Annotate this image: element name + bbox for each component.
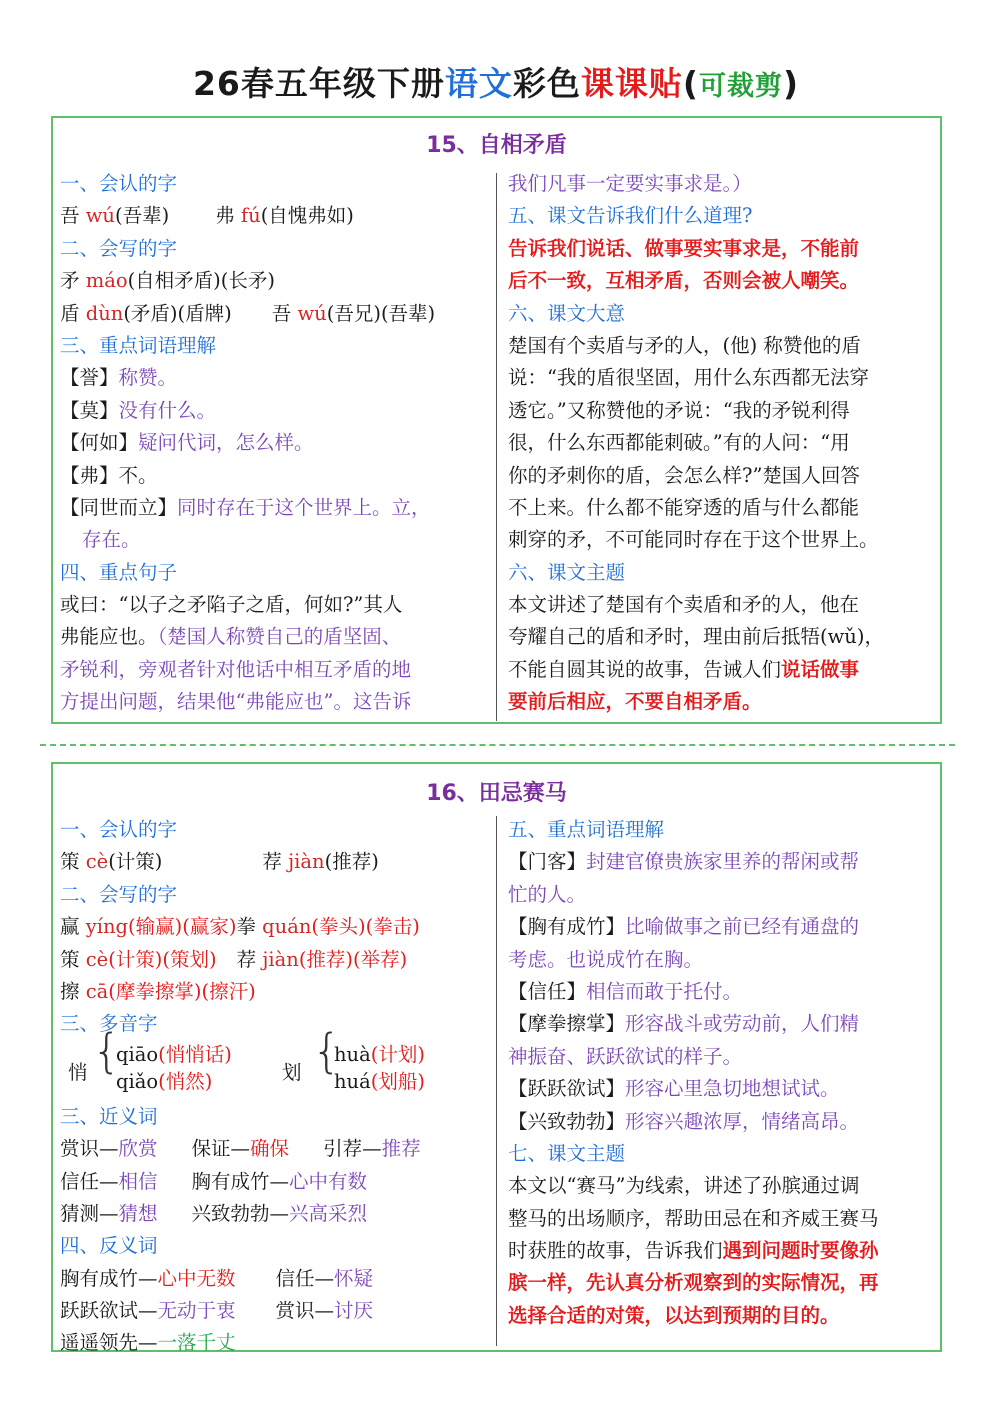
- char-row: 盾 dùn(矛盾)(盾牌) 吾 wú(吾兄)(吾辈): [60, 301, 436, 325]
- term-row: 【誉】称赞。: [60, 366, 178, 390]
- section-heading: 五、重点词语理解: [508, 818, 665, 841]
- lesson-line: 后不一致，互相矛盾，否则会被人嘲笑。: [508, 269, 860, 293]
- char-row: 赢 yíng(输赢)(赢家)拳 quán(拳头)(拳击): [60, 915, 420, 939]
- synonym-row: 赏识—欣赏 保证—确保 引荐—推荐: [60, 1137, 421, 1161]
- pinyin: máo: [85, 269, 128, 293]
- term-row: 【何如】疑问代词，怎么样。: [60, 431, 314, 455]
- summary-line: 很，什么东西都能刺破。”有的人问：“用: [508, 431, 850, 455]
- section-heading: 二、会写的字: [60, 882, 178, 906]
- theme-line: 本文以“赛马”为线索，讲述了孙膑通过调: [508, 1174, 860, 1198]
- section-heading: 二、会写的字: [60, 236, 178, 260]
- section-heading: 五、课文告诉我们什么道理?: [508, 204, 753, 228]
- lesson16-card: [51, 762, 942, 1355]
- theme-line: 不能自圆其说的故事，告诫人们说话做事: [508, 657, 860, 681]
- theme-line: 整马的出场顺序，帮助田忌在和齐威王赛马: [508, 1206, 879, 1230]
- section-heading: 四、重点句子: [60, 560, 178, 584]
- polyphone-block: 悄 { qiāo(悄悄话) qiǎo(悄然) 划 { huà(计划) huá(划船): [68, 1023, 425, 1093]
- antonym-row: 跃跃欲试—无动于衷 赏识—讨厌: [60, 1299, 374, 1323]
- term-row: 【胸有成竹】比喻做事之前已经有通盘的: [508, 915, 860, 939]
- pinyin: cè: [85, 947, 109, 971]
- term-row-cont: 考虑。也说成竹在胸。: [508, 947, 704, 971]
- page-title: [0, 58, 992, 105]
- antonym-row: 胸有成竹—心中无数 信任—怀疑: [60, 1266, 374, 1290]
- pinyin: wú: [85, 204, 115, 228]
- pinyin: wú: [297, 301, 327, 325]
- pinyin: jiàn: [262, 947, 299, 971]
- lesson15-right-column: [508, 168, 884, 719]
- pinyin: cā: [85, 979, 109, 1003]
- section-heading: 六、课文主题: [508, 560, 626, 584]
- brace-icon: {: [312, 1023, 342, 1078]
- lesson16-left-column: [60, 814, 425, 1360]
- summary-line: 刺穿的矛，不可能同时存在于这个世界上。: [508, 528, 879, 552]
- antonym-row: 遥遥领先—一落千丈: [60, 1331, 236, 1355]
- section-heading: 四、反义词: [60, 1234, 158, 1258]
- pinyin: fú: [240, 204, 261, 228]
- term-row-cont: 忙的人。: [508, 882, 587, 906]
- column-divider: [496, 816, 497, 1346]
- section-heading: 三、多音字: [60, 1012, 158, 1036]
- char-row: 擦 cā(摩拳擦掌)(擦汗): [60, 979, 256, 1003]
- lesson15-card: [51, 116, 942, 724]
- summary-line: 不上来。什么都不能穿透的盾与什么都能: [508, 495, 860, 519]
- char-row: 策 cè(计策)(策划) 荐 jiàn(推荐)(举荐): [60, 947, 408, 971]
- char-row: 吾 wú(吾辈) 弗 fú(自愧弗如): [60, 204, 354, 228]
- pinyin: jiàn: [288, 850, 325, 874]
- section-heading: 三、近义词: [60, 1104, 158, 1128]
- title-kekejie: 课课贴: [580, 64, 683, 103]
- synonym-row: 信任—相信 胸有成竹—心中有数: [60, 1169, 368, 1193]
- section-heading: 一、会认的字: [60, 172, 178, 195]
- term-row: 【莫】没有什么。: [60, 398, 217, 422]
- term-row: 【兴致勃勃】形容兴趣浓厚，情绪高昂。: [508, 1109, 860, 1133]
- title-grade: 26春五年级下册: [192, 64, 445, 103]
- theme-line: 要前后相应，不要自相矛盾。: [508, 690, 762, 714]
- term-row: 【门客】封建官僚贵族家里养的帮闲或帮: [508, 850, 860, 874]
- section-heading: 七、课文主题: [508, 1141, 626, 1165]
- term-row: 【跃跃欲试】形容心里急切地想试试。: [508, 1077, 840, 1101]
- lesson15-title: 15、自相矛盾: [426, 133, 567, 158]
- title-subject: 语文: [444, 64, 513, 103]
- term-row-cont: 存在。: [82, 528, 141, 552]
- theme-line: 膑一样，先认真分析观察到的实际情况，再: [508, 1271, 879, 1295]
- theme-line: 选择合适的对策，以达到预期的目的。: [508, 1303, 840, 1327]
- summary-line: 说：“我的盾很坚固，用什么东西都无法穿: [508, 366, 869, 390]
- summary-line: 楚国有个卖盾与矛的人，(他) 称赞他的盾: [508, 333, 861, 357]
- sentence-line: 方提出问题，结果他“弗能应也”。这告诉: [60, 690, 412, 714]
- term-row: 【弗】不。: [60, 463, 158, 487]
- pinyin: dùn: [85, 301, 124, 325]
- theme-line: 时获胜的故事，告诉我们遇到问题时要像孙: [508, 1239, 879, 1263]
- sentence-line: 或曰：“以子之矛陷子之盾，何如?”其人: [60, 593, 403, 617]
- term-row-cont: 神振奋、跃跃欲试的样子。: [508, 1044, 743, 1068]
- lesson-line: 告诉我们说话、做事要实事求是，不能前: [508, 236, 860, 260]
- title-cuttable: 可裁剪: [698, 71, 783, 102]
- sentence-line: 矛锐利，旁观者针对他话中相互矛盾的地: [60, 657, 412, 681]
- lesson16-right-column: [508, 814, 879, 1332]
- title-paren-close: ): [782, 64, 800, 103]
- section-heading: 一、会认的字: [60, 818, 178, 841]
- sentence-line: 我们凡事一定要实事求是。）: [508, 172, 752, 195]
- column-divider: [496, 173, 497, 721]
- cut-line: [40, 744, 955, 746]
- term-row: 【信任】相信而敢于托付。: [508, 979, 743, 1003]
- section-heading: 六、课文大意: [508, 301, 626, 325]
- lesson16-title: 16、田忌赛马: [426, 781, 567, 806]
- pinyin: quán: [262, 915, 312, 939]
- title-color: 彩色: [512, 64, 581, 103]
- pinyin: yíng: [85, 915, 129, 939]
- title-paren-open: (: [682, 64, 699, 103]
- lesson15-left-column: [60, 168, 435, 719]
- summary-line: 你的矛刺你的盾，会怎么样?”楚国人回答: [508, 463, 860, 487]
- sentence-line: 弗能应也。（楚国人称赞自己的盾坚固、: [60, 625, 402, 649]
- theme-line: 本文讲述了楚国有个卖盾和矛的人，他在: [508, 593, 860, 617]
- section-heading: 三、重点词语理解: [60, 333, 217, 357]
- synonym-row: 猜测—猜想 兴致勃勃—兴高采烈: [60, 1201, 368, 1225]
- term-row: 【同世而立】同时存在于这个世界上。立，: [60, 495, 431, 519]
- summary-line: 透它。”又称赞他的矛说：“我的矛锐利得: [508, 398, 850, 422]
- brace-icon: {: [92, 1023, 122, 1078]
- char-row: 矛 máo(自相矛盾)(长矛): [60, 269, 276, 293]
- term-row: 【摩拳擦掌】形容战斗或劳动前，人们精: [508, 1012, 860, 1036]
- pinyin: cè: [85, 850, 109, 874]
- theme-line: 夸耀自己的盾和矛时，理由前后抵牾(wǔ)，: [508, 625, 884, 649]
- char-row: 策 cè(计策) 荐 jiàn(推荐): [60, 850, 379, 874]
